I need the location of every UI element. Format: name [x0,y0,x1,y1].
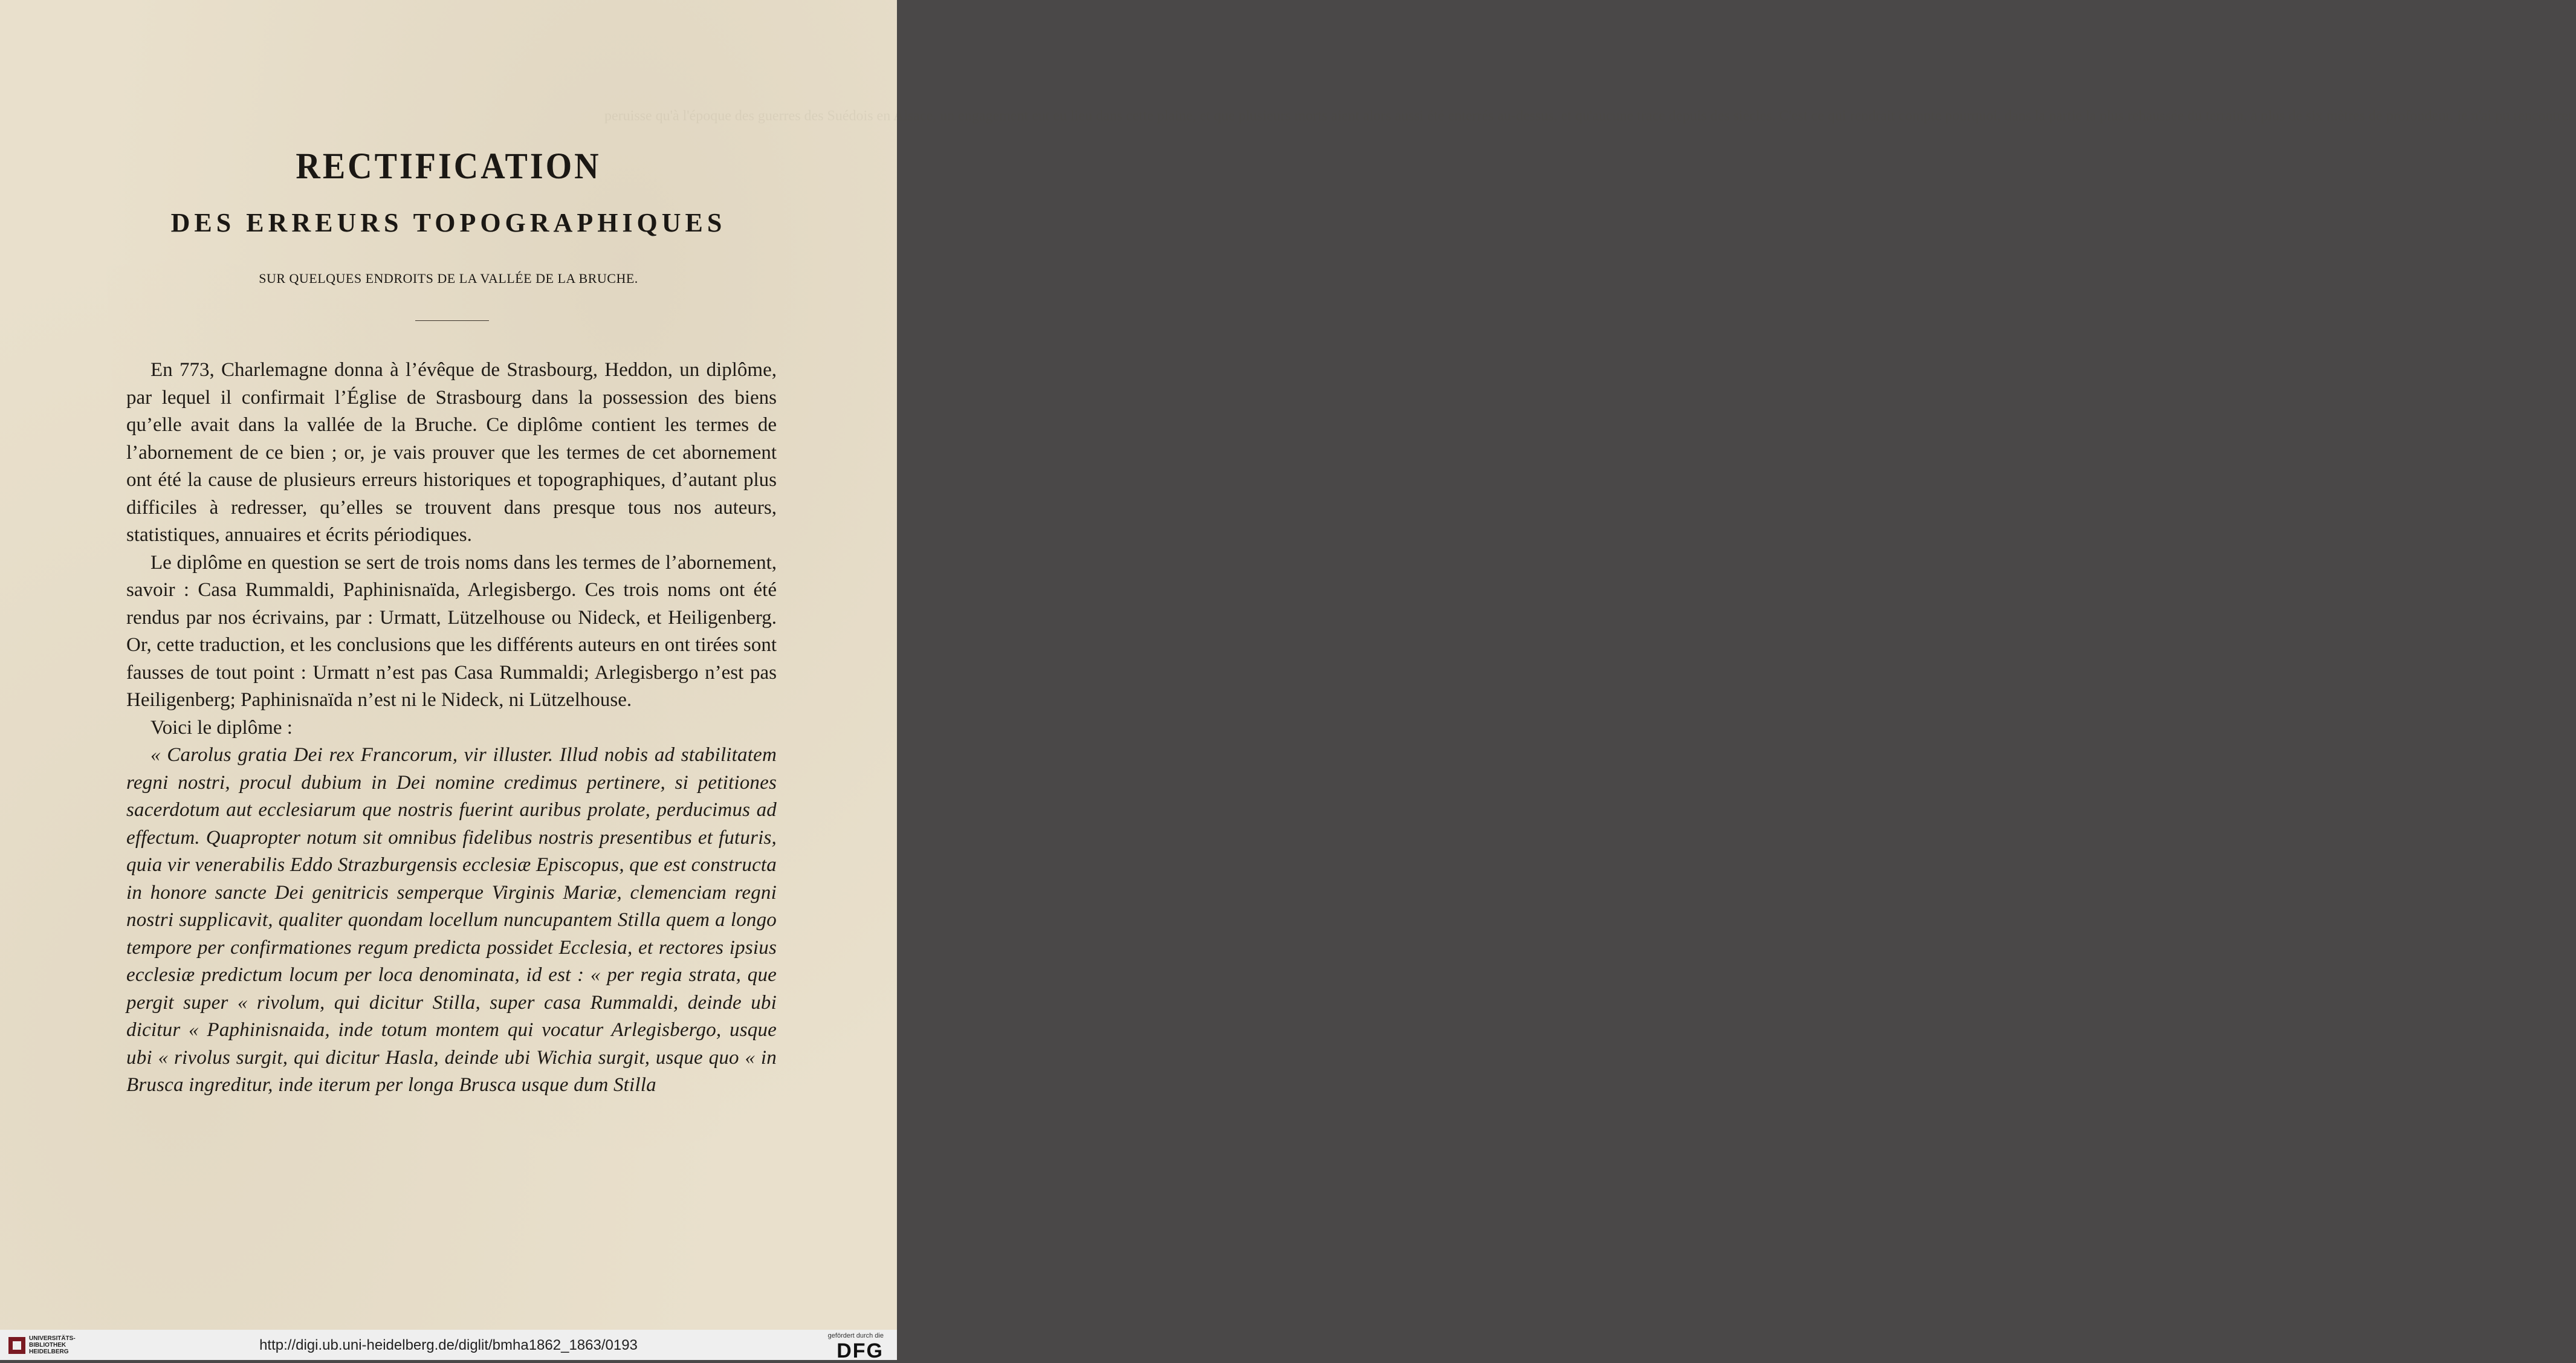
library-name-line-2: BIBLIOTHEK [29,1342,66,1348]
viewer-footer [0,1330,897,1360]
paragraph-2: Le diplôme en question se sert de trois noms dans les termes de l’abornement, savoir : Casa Rummaldi, Paphinisnaïda, Arlegisbergo. Ces trois noms ont été rendus par nos écrivains, par : Urmatt, Lützelhouse ou Nideck, et Heiligenberg. Or, cette traduction, et les conclusions que les différents auteurs en ont tirées sont fausses de tout point : Urmatt n’est pas Casa Rummaldi; Arlegisbergo n’est pas Heiligenberg; Paphinisnaïda n’est ni le Nideck, ni Lützelhouse. [126,551,777,711]
title-line-1: RECTIFICATION [296,145,601,187]
paragraph-1: En 773, Charlemagne donna à l’évêque de Strasbourg, Heddon, un diplôme, par lequel il confirmait l’Église de Strasbourg dans la possession des biens qu’elle avait dans la vallée de la Bruche. Ce diplôme contient les termes de l’abornement de ce bien ; or, je vais prouver que les termes de cet abornement ont été la cause de plusieurs erreurs historiques et topographiques, d’autant plus difficiles à redresser, qu’elles se trouvent dans presque tous nos auteurs, statistiques, annuaires et écrits périodiques. [126,359,777,546]
bleed-through-text: peruisse qu'à l'époque des guerres des Suédois en Alsace, un engagement eut eu lieu dans cette plaine, et que plusieurs morts aient alors aussi été enterrés au-dessus, et qu'aucune trace depuis des siècles. C'est ce qui rendrait compte pourquoi, dans la partie la plus rehaussée du terrain, à plus de six mètres de profondeur, je n'ai pu rencontrer. [604,108,2576,124]
funded-by-label: gefördert durch die [827,1332,884,1339]
library-name-line-3: HEIDELBERG [29,1348,69,1355]
diploma-quote: « Carolus gratia Dei rex Francorum, vir illuster. Illud nobis ad stabilitatem regni nostri, procul dubium in Dei nomine credimus pertinere, si petitiones sacerdotum aut ecclesiarum que nostris fuerint auribus prolate, perducimus ad effectum. Quapropter notum sit omnibus fidelibus nostris presentibus et futuris, quia vir venerabilis Eddo Strazburgensis ecclesiæ Episcopus, que est constructa in honore sancte Dei genitricis semperque Virginis Mariæ, clemenciam regni nostri supplicavit, qualiter quondam locellum nuncupantem Stilla quem a longo tempore per confirmationes regum predicta possidet Ecclesia, et rectores ipsius ecclesiæ predictum locum per loca denominata, id est : « per regia strata, que pergit super « rivolum, qui dicitur Stilla, super casa Rummaldi, deinde ubi dicitur « Paphinisnaida, inde totum montem qui vocatur Arlegisbergo, usque ubi « rivolus surgit, qui dicitur Hasla, deinde ubi Wichia surgit, usque quo « in Brusca ingreditur, inde iterum per longa Brusca usque dum Stilla [126,744,777,1096]
subtitle: SUR QUELQUES ENDROITS DE LA VALLÉE DE LA BRUCHE. [259,271,638,286]
title-rule [415,320,489,321]
library-name-line-1: UNIVERSITÄTS- [29,1335,76,1342]
title-line-2: DES ERREURS TOPOGRAPHIQUES [170,208,727,238]
paragraph-3: Voici le diplôme : [150,716,293,739]
permalink-url[interactable]: http://digi.ub.uni-heidelberg.de/diglit/bmha1862_1863/0193 [259,1337,638,1353]
dfg-logo: DFG [837,1339,884,1362]
body-text [126,357,777,1099]
